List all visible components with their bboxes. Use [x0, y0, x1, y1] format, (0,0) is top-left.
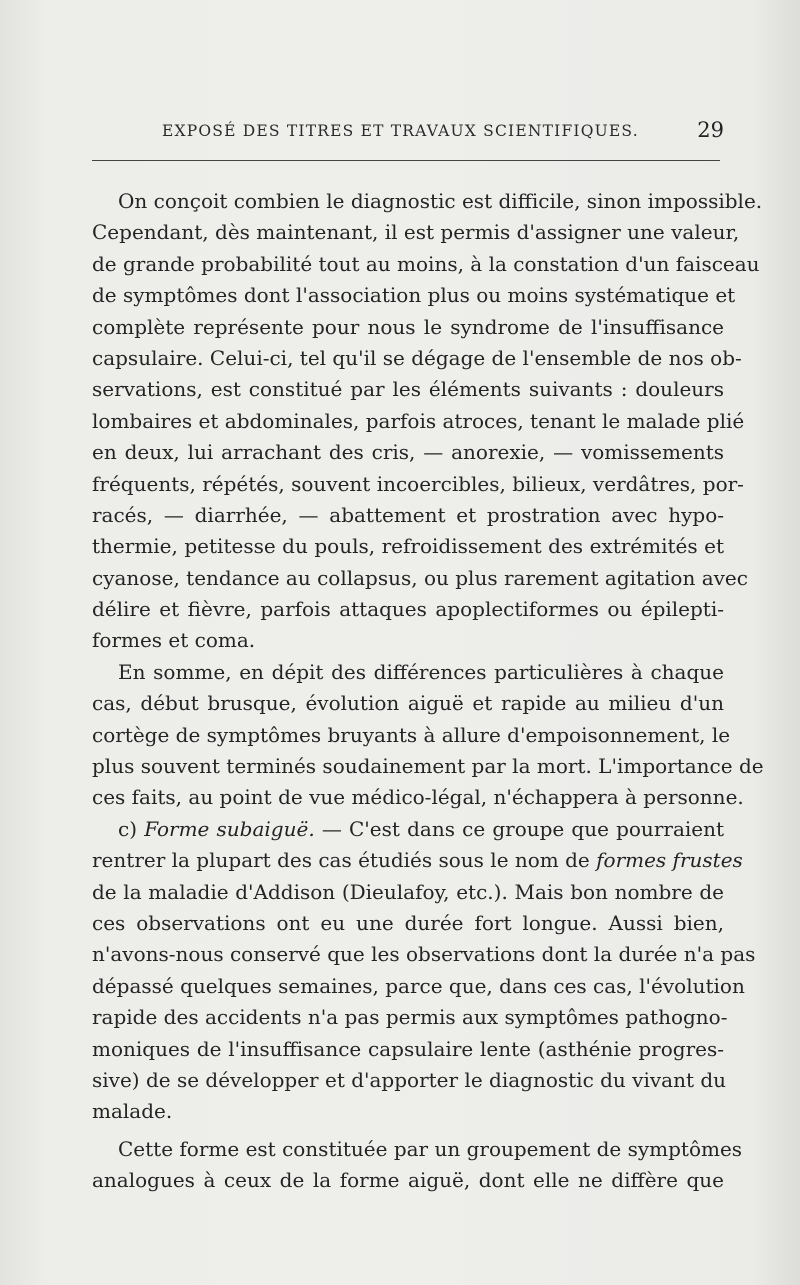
- formes-frustes-term: formes frustes: [596, 848, 743, 873]
- paragraph-2-line: cortège de symptômes bruyants à allure d'empoisonnement, le: [92, 722, 731, 747]
- paragraph-3-line: n'avons-nous conservé que les observations dont la durée n'a pas: [92, 942, 756, 967]
- section-label: c): [118, 816, 138, 841]
- paragraph-3-line: ces observations ont eu une durée fort longue. Aussi bien,: [92, 910, 724, 935]
- paragraph-3-line: moniques de l'insuffisance capsulaire lente (asthénie progres-: [92, 1036, 724, 1061]
- paragraph-3-first-line-rest: — C'est dans ce groupe que pourraient: [314, 816, 725, 841]
- paragraph-1-line: de grande probabilité tout au moins, à la constation d'un faisceau: [92, 251, 760, 276]
- paragraph-2-line: cas, début brusque, évolution aiguë et rapide au milieu d'un: [92, 691, 724, 716]
- paragraph-1-line: en deux, lui arrachant des cris, — anorexie, — vomissements: [92, 440, 724, 465]
- paragraph-1-line: délire et fièvre, parfois attaques apoplectiformes ou épilepti-: [92, 597, 724, 622]
- running-title: EXPOSÉ DES TITRES ET TRAVAUX SCIENTIFIQUES.: [162, 122, 639, 140]
- paragraph-1-line: Cependant, dès maintenant, il est permis d'assigner une valeur,: [92, 220, 740, 245]
- paragraph-1-line: lombaires et abdominales, parfois atroces, tenant le malade plié: [92, 408, 745, 433]
- paragraph-3-line: rapide des accidents n'a pas permis aux symptômes pathogno-: [92, 1005, 728, 1030]
- paragraph-2-line: En somme, en dépit des différences particulières à chaque: [118, 659, 724, 684]
- paragraph-1-line: servations, est constitué par les éléments suivants : douleurs: [92, 377, 724, 402]
- paragraph-1-line: complète représente pour nous le syndrome de l'insuffisance: [92, 314, 724, 339]
- running-header: [92, 118, 724, 148]
- paragraph-1-line: On conçoit combien le diagnostic est difficile, sinon impossible.: [118, 189, 763, 213]
- paragraph-3-line: sive) de se développer et d'apporter le diagnostic du vivant du: [92, 1067, 727, 1092]
- paragraph-3-line: de la maladie d'Addison (Dieulafoy, etc.). Mais bon nombre de: [92, 879, 724, 904]
- paragraph-3-line: dépassé quelques semaines, parce que, dans ces cas, l'évolution: [92, 973, 745, 998]
- paragraph-1-line: de symptômes dont l'association plus ou moins systématique et: [92, 283, 736, 308]
- paragraph-3-second-line: [92, 845, 743, 876]
- paragraph-3-first-line: [92, 814, 724, 845]
- paragraph-1-line: formes et coma.: [92, 628, 256, 653]
- paragraph-1-line: fréquents, répétés, souvent incoercibles, bilieux, verdâtres, por-: [92, 471, 744, 496]
- paragraph-4-line: Cette forme est constituée par un groupement de symptômes: [118, 1136, 743, 1161]
- paragraph-2-line: plus souvent terminés soudainement par la mort. L'importance de: [92, 754, 764, 779]
- paragraph-1-line: thermie, petitesse du pouls, refroidissement des extrémités et: [92, 534, 724, 559]
- paragraph-1-line: capsulaire. Celui-ci, tel qu'il se dégage de l'ensemble de nos ob-: [92, 345, 742, 370]
- paragraph-1-line: racés, — diarrhée, — abattement et prostration avec hypo-: [92, 502, 724, 527]
- paragraph-2-line: ces faits, au point de vue médico-légal, n'échappera à personne.: [92, 785, 744, 810]
- header-rule: [92, 160, 720, 161]
- paragraph-1-line: cyanose, tendance au collapsus, ou plus rarement agitation avec: [92, 565, 748, 590]
- paragraph-3-line: malade.: [92, 1099, 173, 1124]
- body-text: [92, 186, 764, 1197]
- page-number: 29: [697, 118, 724, 142]
- section-title: Forme subaiguë.: [144, 816, 315, 841]
- paragraph-3-line2-text: rentrer la plupart des cas étudiés sous le nom de: [92, 848, 597, 873]
- paragraph-4-line: analogues à ceux de la forme aiguë, dont elle ne diffère que: [92, 1168, 724, 1193]
